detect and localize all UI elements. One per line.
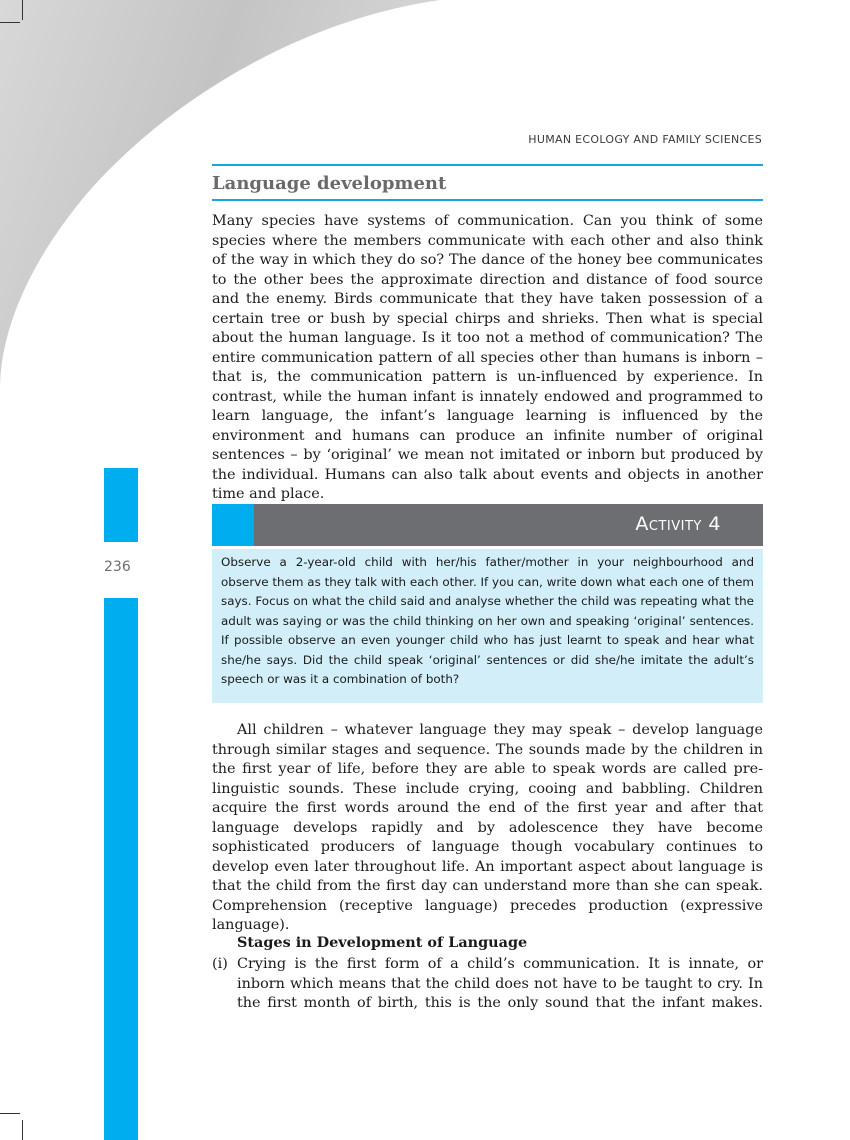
crop-mark [22, 1120, 23, 1140]
list-marker: (i) [212, 956, 228, 972]
activity-header [212, 504, 763, 546]
body-paragraph: All children – whatever language they may speak – develop language through similar stages and sequence. The sounds made by the children in the first year of life, before they are able to speak words are called pre-linguistic sounds. These include crying, cooing and babbling. Children acquire the first words around the end of the first year and after that language develops rapidly and by adolescence they have become sophisticated producers of language though vocabulary continues to develop even later throughout life. An important aspect about language is that the child from the first day can understand more than she can speak. Comprehension (receptive language) precedes production (expressive language). [212, 722, 763, 933]
crop-mark [0, 22, 20, 23]
margin-bar-lower [104, 598, 138, 1140]
running-header: HUMAN ECOLOGY AND FAMILY SCIENCES [528, 133, 762, 146]
activity-accent-block [212, 504, 254, 546]
subheading: Stages in Development of Language [237, 934, 528, 951]
crop-mark [0, 1113, 20, 1114]
page-number: 236 [104, 559, 131, 575]
title-rule [212, 199, 763, 201]
section-title: Language development [212, 173, 447, 194]
list-item: Crying is the first form of a child’s communication. It is innate, or inborn which means that the child does not have to be taught to cry. In the first month of birth, this is the only sound that the infant makes. [237, 956, 763, 1011]
header-rule [212, 164, 763, 166]
activity-title: Activity 4 [635, 513, 721, 535]
intro-paragraph: Many species have systems of communication. Can you think of some species where the members communicate with each other and also think of the way in which they do so? The dance of the honey bee communicates to the other bees the approximate direction and distance of food source and the enemy. Birds communicate that they have taken possession of a certain tree or bush by special chirps and shrieks. Then what is special about the human language. Is it too not a method of communication? The entire communication pattern of all species other than humans is inborn – that is, the communication pattern is un-influenced by experience. In contrast, while the human infant is innately endowed and programmed to learn language, the infant’s language learning is influenced by the environment and humans can produce an infinite number of original sentences – by ‘original’ we mean not imitated or inborn but produced by the individual. Humans can also talk about events and objects in another time and place. [212, 213, 763, 502]
crop-mark [22, 0, 23, 20]
activity-text: Observe a 2-year-old child with her/his father/mother in your neighbourhood and observe them as they talk with each other. If you can, write down what each one of them says. Focus on what the child said and analyse whether the child was repeating what the adult was saying or was the child thinking on her own and speaking ‘original’ sentences. If possible observe an even younger child who has just learnt to speak and hear what she/he says. Did the child speak ‘original’ sentences or did she/he imitate the adult’s speech or was it a combination of both? [221, 555, 754, 686]
margin-bar-upper [104, 468, 138, 542]
activity-box [212, 549, 763, 703]
